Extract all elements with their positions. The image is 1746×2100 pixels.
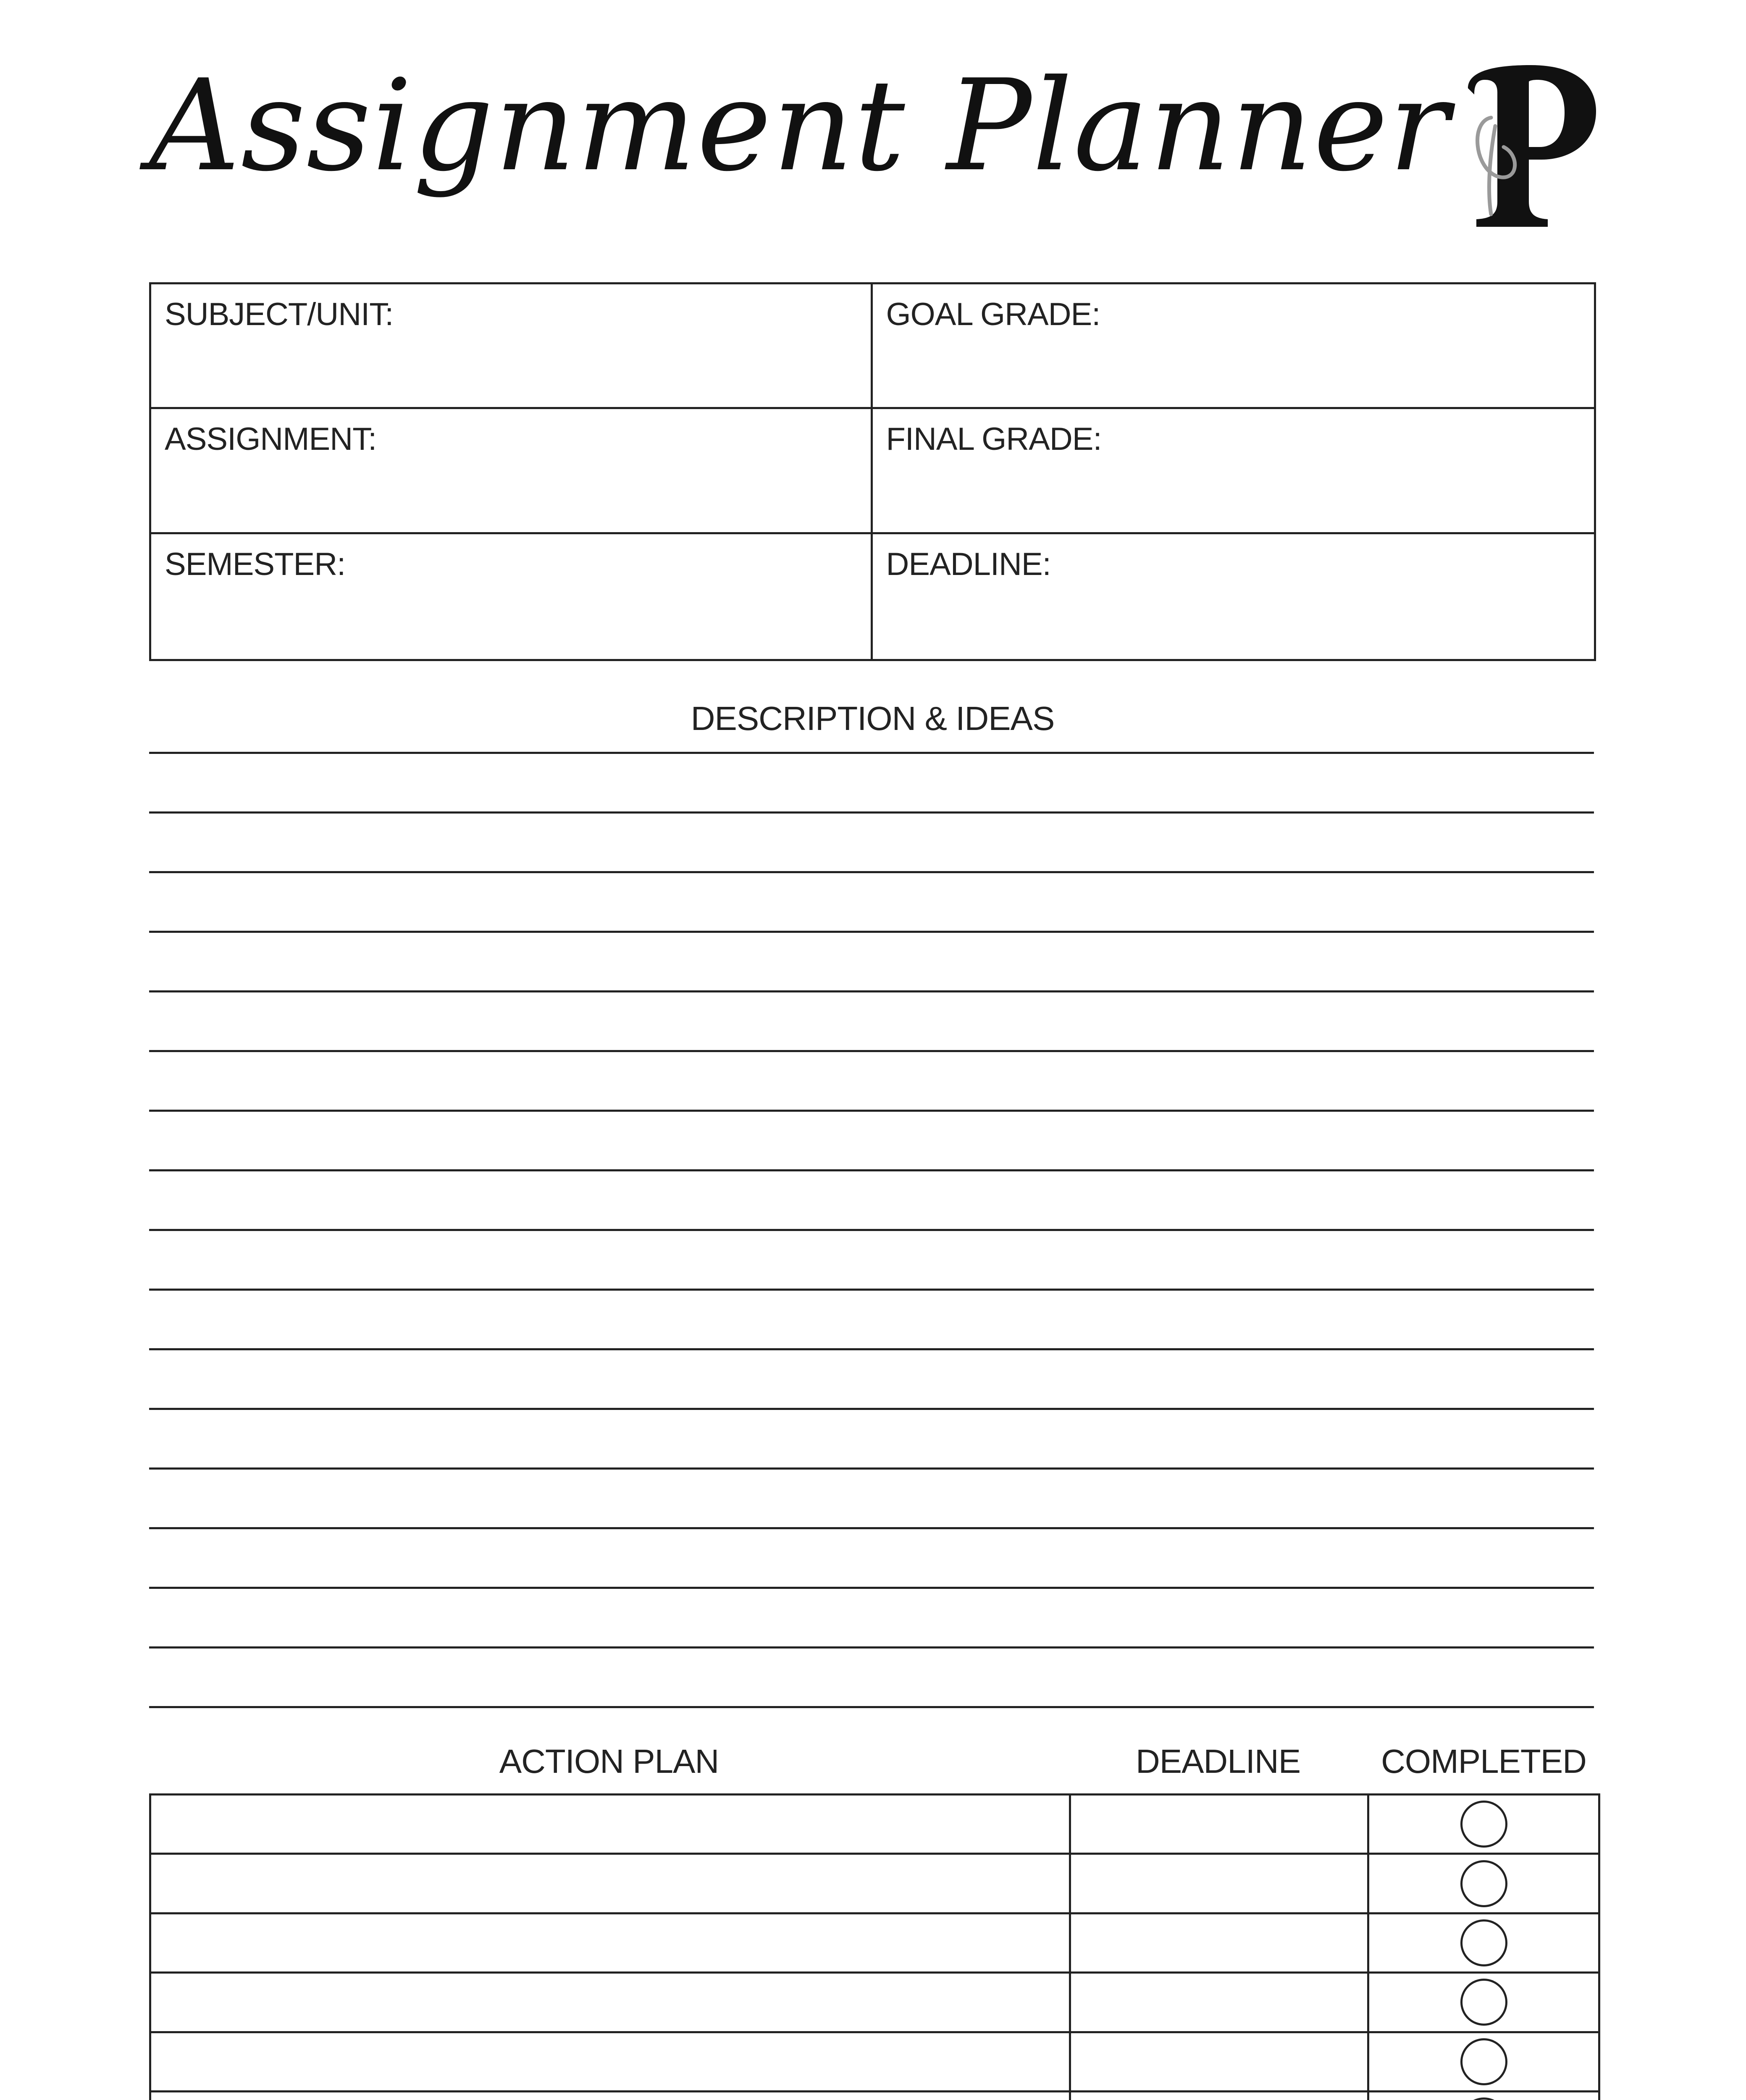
circle-checkbox-icon[interactable] [1460,1860,1507,1907]
deadline-cell[interactable] [1071,1974,1369,2033]
subject-unit-label: SUBJECT/UNIT: [165,297,394,332]
ruled-line [149,1467,1594,1470]
completed-cell [1369,1974,1598,2033]
action-plan-header: ACTION PLAN [499,1743,719,1780]
ruled-line [149,752,1594,754]
action-plan-cell[interactable] [151,1914,1071,1974]
ruled-line [149,1289,1594,1291]
deadline-label: DEADLINE: [886,546,1051,582]
p-monogram-logo [1445,63,1609,231]
circle-checkbox-icon[interactable] [1460,1979,1507,2026]
deadline-header: DEADLINE [1135,1743,1301,1780]
completed-cell [1369,1914,1598,1974]
semester-field[interactable] [151,534,873,659]
ruled-line [149,1050,1594,1052]
assignment-info-table [149,282,1596,661]
goal-grade-label: GOAL GRADE: [886,297,1100,332]
action-plan-cell[interactable] [151,1855,1071,1914]
ruled-line [149,990,1594,992]
action-plan-cell[interactable] [151,2092,1071,2100]
deadline-cell[interactable] [1071,1855,1369,1914]
deadline-cell[interactable] [1071,2092,1369,2100]
final-grade-field[interactable] [873,409,1594,534]
ruled-line [149,1169,1594,1171]
page-title: Assignment Planner [149,52,1450,199]
ruled-line [149,1229,1594,1231]
ruled-line [149,1110,1594,1112]
ruled-line [149,1587,1594,1589]
assignment-label: ASSIGNMENT: [165,421,377,457]
ruled-line [149,1706,1594,1708]
ruled-line [149,1646,1594,1648]
description-ideas-title: DESCRIPTION & IDEAS [691,700,1055,737]
subject-unit-field[interactable] [151,284,873,409]
assignment-field[interactable] [151,409,873,534]
action-plan-cell[interactable] [151,1796,1071,1855]
circle-checkbox-icon[interactable] [1460,1801,1507,1848]
completed-cell [1369,2092,1598,2100]
ruled-line [149,1348,1594,1350]
deadline-cell[interactable] [1071,2033,1369,2092]
completed-cell [1369,1796,1598,1855]
completed-cell [1369,1855,1598,1914]
completed-header: COMPLETED [1381,1743,1586,1780]
ruled-line [149,811,1594,814]
ruled-line [149,1408,1594,1410]
ruled-line [149,1527,1594,1529]
completed-cell [1369,2033,1598,2092]
circle-checkbox-icon[interactable] [1460,2038,1507,2085]
circle-checkbox-icon[interactable] [1460,2097,1507,2100]
action-plan-table [149,1793,1600,2100]
goal-grade-field[interactable] [873,284,1594,409]
deadline-cell[interactable] [1071,1796,1369,1855]
ruled-line [149,931,1594,933]
deadline-cell[interactable] [1071,1914,1369,1974]
ruled-line [149,871,1594,873]
action-plan-cell[interactable] [151,1974,1071,2033]
final-grade-label: FINAL GRADE: [886,421,1102,457]
deadline-field[interactable] [873,534,1594,659]
circle-checkbox-icon[interactable] [1460,1919,1507,1966]
action-plan-cell[interactable] [151,2033,1071,2092]
semester-label: SEMESTER: [165,546,346,582]
